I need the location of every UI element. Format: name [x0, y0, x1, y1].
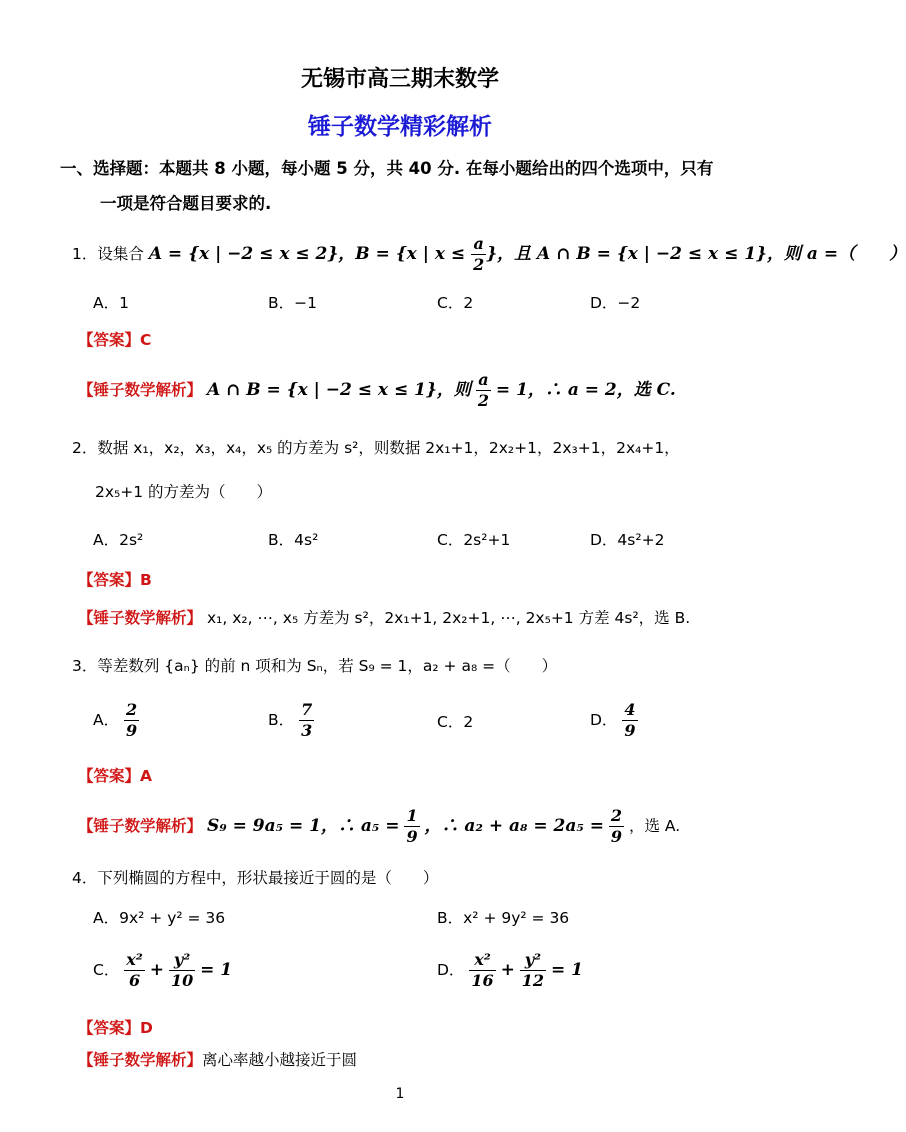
q3-answer-label: 【答案】: [78, 767, 141, 785]
q3-d-num: 4: [624, 700, 636, 719]
q3-ana-f2-den: 9: [610, 827, 623, 846]
q3-option-a-letter: A．: [93, 711, 120, 729]
q3-analysis-text-b: ，∴ a₂ + a₈ = 2a₅ =: [424, 816, 604, 836]
section-heading-line2: 一项是符合题目要求的.: [100, 194, 272, 213]
q4-option-a: A．9x² + y² = 36: [93, 909, 226, 927]
q4-option-c-letter: C．: [93, 961, 120, 979]
q4-c-f2-den: 10: [170, 971, 194, 990]
q4-c-f1-num: x²: [126, 950, 143, 969]
q3-option-a-fraction: [124, 700, 139, 741]
q4-option-d-letter: D．: [437, 961, 465, 979]
q4-option-d: [437, 950, 583, 991]
q4-analysis-label: 【锤子数学解析】: [78, 1051, 203, 1069]
q1-frac-den: 2: [473, 255, 485, 274]
q3-ana-f2-num: 2: [610, 806, 623, 825]
q2-analysis-label: 【锤子数学解析】: [78, 609, 203, 627]
q1-ana-frac-num: a: [476, 370, 491, 391]
question-2-stem-line1: 2．数据 x₁，x₂，x₃，x₄，x₅ 的方差为 s²，则数据 2x₁+1，2x₂+1，2x₃+1，2x₄+1，: [72, 439, 680, 457]
q3-analysis-fraction-1: [404, 806, 419, 847]
q4-option-b: B．x² + 9y² = 36: [437, 909, 570, 927]
q1-analysis-label: 【锤子数学解析】: [78, 381, 203, 399]
q4-d-plus: +: [500, 960, 515, 980]
q3-option-b-fraction: [299, 700, 314, 741]
q2-option-b: B．4s²: [268, 531, 319, 549]
q4-d-f2-num: y²: [520, 950, 546, 971]
q4-c-fraction-2: [169, 950, 195, 991]
q3-option-b-letter: B．: [268, 711, 295, 729]
q3-option-b: [268, 700, 314, 741]
q3-option-a: [93, 700, 139, 741]
question-4-stem: 4．下列椭圆的方程中，形状最接近于圆的是（ ）: [72, 869, 439, 887]
q4-d-fraction-1: [469, 950, 495, 991]
q4-answer: [78, 1016, 153, 1038]
q4-c-f2-num: y²: [169, 950, 195, 971]
q1-analysis-fraction: [476, 370, 491, 411]
q4-option-c: [93, 950, 232, 991]
q3-analysis-fraction-2: [609, 806, 624, 847]
q3-ana-f1-den: 9: [406, 827, 418, 846]
q2-option-d: D．4s²+2: [590, 531, 665, 549]
q4-d-equals: = 1: [550, 960, 583, 980]
q4-analysis: [78, 1048, 357, 1070]
q1-answer-label: 【答案】: [78, 331, 141, 349]
q3-analysis-text-c: ，选 A.: [629, 817, 681, 835]
q2-option-a: A．2s²: [93, 531, 144, 549]
q3-analysis-text-a: S₉ = 9a₅ = 1，∴ a₅ =: [206, 816, 400, 836]
q3-option-d-fraction: [622, 700, 637, 741]
q4-c-fraction-1: [124, 950, 145, 991]
q4-c-equals: = 1: [200, 960, 233, 980]
q1-answer: [78, 328, 151, 350]
q1-stem-rest: }，且 A ∩ B = {x | −2 ≤ x ≤ 1}，则 a =（ ）: [486, 244, 906, 264]
question-3-stem: 3．等差数列 {aₙ} 的前 n 项和为 Sₙ，若 S₉ = 1，a₂ + a₈ =（ ）: [72, 657, 558, 675]
q3-b-den: 3: [301, 721, 313, 740]
q1-analysis: [78, 370, 676, 411]
q3-answer: [78, 764, 152, 786]
q2-answer-value: B: [140, 571, 152, 589]
q1-option-b: B．−1: [268, 294, 317, 312]
q3-option-d: [590, 700, 638, 741]
q1-answer-value: C: [140, 331, 152, 349]
q1-frac-num: a: [471, 234, 486, 255]
q4-d-f1-den: 16: [471, 971, 494, 990]
q4-c-plus: +: [149, 960, 164, 980]
q1-stem-fraction: [471, 234, 486, 275]
q4-answer-label: 【答案】: [78, 1019, 141, 1037]
section-heading-line1: 一、选择题：本题共 8 小题，每小题 5 分，共 40 分. 在每小题给出的四个选项中，只有: [60, 159, 714, 178]
q3-analysis-label: 【锤子数学解析】: [78, 817, 203, 835]
q4-d-f2-den: 12: [521, 971, 545, 990]
q1-option-c: C．2: [437, 294, 474, 312]
q3-option-c: C．2: [437, 713, 474, 731]
q3-a-num: 2: [126, 700, 138, 719]
q2-analysis-text: x₁, x₂, ⋯, x₅ 方差为 s²，2x₁+1, 2x₂+1, ⋯, 2x₅+1 方差 4s²，选 B.: [206, 609, 691, 627]
q4-d-f1-num: x²: [469, 950, 495, 971]
q3-a-den: 9: [126, 721, 138, 740]
q4-analysis-text: 离心率越小越接近于圆: [202, 1051, 358, 1069]
question-1-stem: [72, 234, 906, 275]
q1-ana-frac-den: 2: [477, 391, 489, 410]
q2-option-c: C．2s²+1: [437, 531, 511, 549]
q4-d-fraction-2: [520, 950, 546, 991]
q1-option-d: D．−2: [590, 294, 641, 312]
q3-analysis: [78, 806, 680, 847]
q2-answer-label: 【答案】: [78, 571, 141, 589]
q1-analysis-text-b: = 1，∴ a = 2，选 C.: [495, 380, 676, 400]
q1-stem-sets: A = {x | −2 ≤ x ≤ 2}，B = {x | x ≤: [148, 244, 472, 264]
q2-answer: [78, 568, 152, 590]
q2-analysis: [78, 606, 690, 628]
q3-answer-value: A: [140, 767, 153, 785]
question-2-stem-line2: 2x₅+1 的方差为（ ）: [95, 483, 273, 501]
page-subtitle: 锤子数学精彩解析: [308, 114, 492, 140]
q4-answer-value: D: [140, 1019, 153, 1037]
q3-b-num: 7: [301, 700, 313, 719]
q1-analysis-text-a: A ∩ B = {x | −2 ≤ x ≤ 1}，则: [206, 380, 471, 400]
q1-option-a: A．1: [93, 294, 129, 312]
q1-stem-prefix: 1．设集合: [72, 245, 144, 263]
page-title: 无锡市高三期末数学: [300, 67, 499, 92]
q3-ana-f1-num: 1: [406, 806, 418, 825]
q4-c-f1-den: 6: [128, 971, 141, 990]
page-number: 1: [395, 1086, 405, 1102]
q3-d-den: 9: [624, 721, 636, 740]
q3-option-d-letter: D．: [590, 711, 618, 729]
